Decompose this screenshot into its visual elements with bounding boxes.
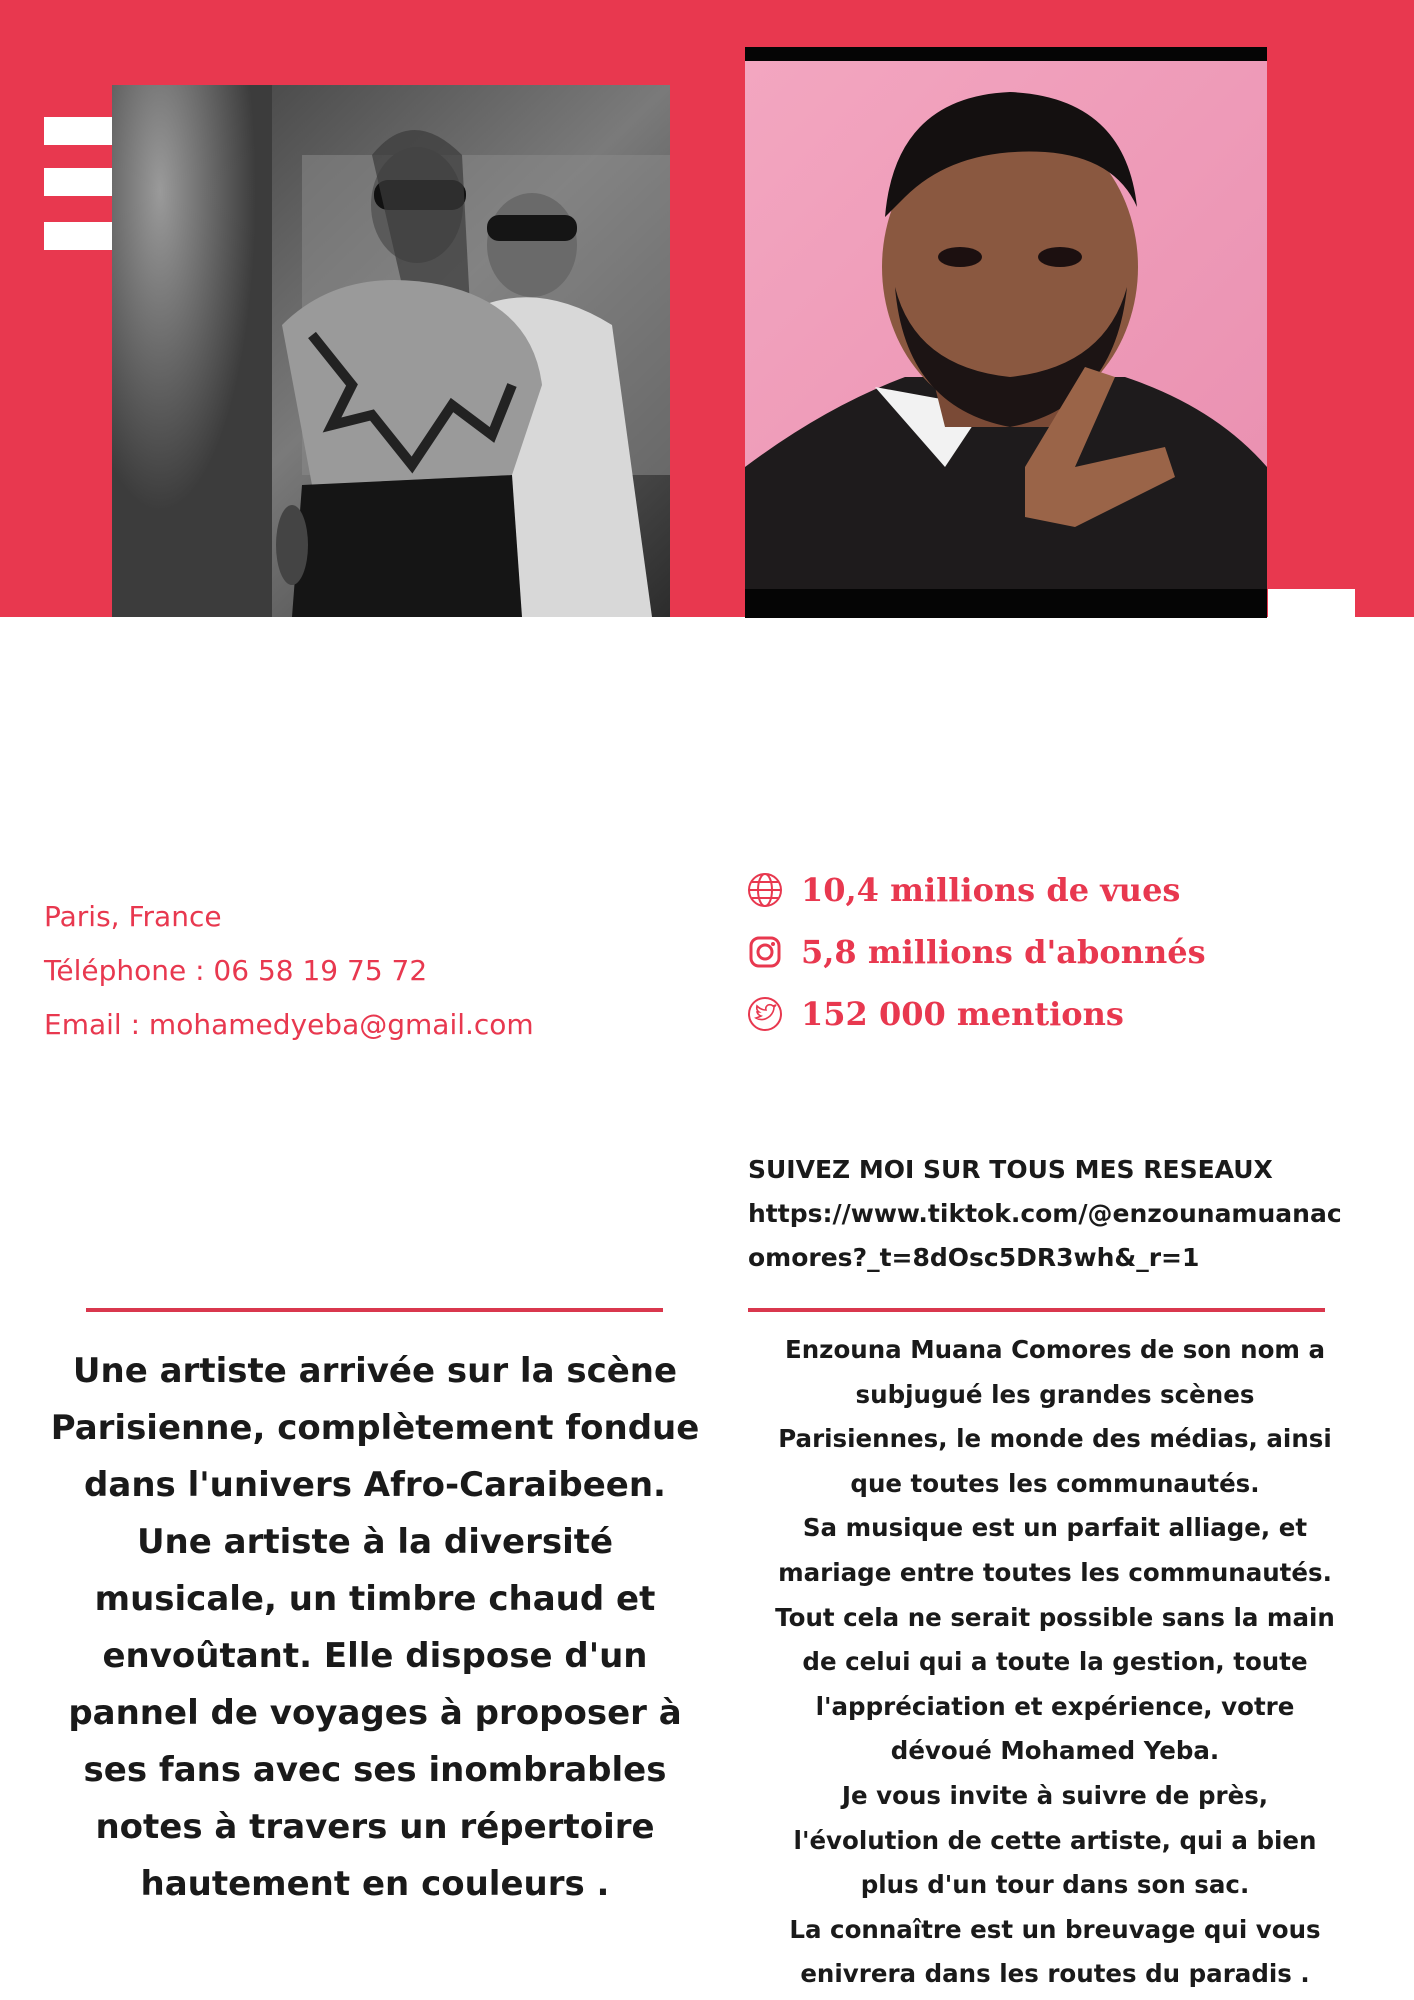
paragraph-line: Enzouna Muana Comores de son nom a [785, 1335, 1325, 1364]
phone-text[interactable]: Téléphone : 06 58 19 75 72 [44, 954, 428, 987]
paragraph-line: l'évolution de cette artiste, qui a bien [793, 1825, 1317, 1855]
paragraph-line: l'appréciation et expérience, votre [815, 1691, 1295, 1721]
paragraph-line: hautement en couleurs . [140, 1864, 610, 1904]
divider-right [748, 1308, 1325, 1312]
follow-section [748, 1148, 1348, 1280]
stat-mentions-text: 152 000 mentions [801, 995, 1124, 1033]
paragraph-line: Parisienne, complètement fondue [50, 1408, 700, 1448]
follow-heading: SUIVEZ MOI SUR TOUS MES RESEAUX [748, 1155, 1273, 1184]
paragraph-line: de celui qui a toute la gestion, toute [802, 1647, 1308, 1677]
paragraph-line: notes à travers un répertoire [95, 1807, 655, 1847]
tiktok-link[interactable]: https://www.tiktok.com/@enzounamuanacomores?_t=8dOsc5DR3wh&_r=1 [748, 1199, 1342, 1272]
manager-description [735, 1328, 1375, 1997]
stat-row-mentions [745, 994, 1124, 1034]
paragraph-line: La connaître est un breuvage qui vous [789, 1914, 1321, 1944]
artist-description [50, 1343, 700, 1913]
email-text[interactable]: Email : mohamedyeba@gmail.com [44, 1008, 534, 1041]
portrait-photo [745, 47, 1267, 618]
divider-left [86, 1308, 663, 1312]
paragraph-line: subjugué les grandes scènes [855, 1379, 1255, 1409]
paragraph-line: Parisiennes, le monde des médias, ainsi [778, 1424, 1332, 1454]
globe-icon [745, 870, 785, 910]
paragraph-line: Une artiste à la diversité [136, 1522, 614, 1562]
paragraph-line: enivrera dans les routes du paradis . [800, 1959, 1310, 1989]
paragraph-line: Sa musique est un parfait alliage, et [802, 1513, 1308, 1543]
paragraph-line: musicale, un timbre chaud et [94, 1579, 656, 1619]
paragraph-line: pannel de voyages à proposer à [68, 1693, 682, 1733]
portrait-photo-image [745, 47, 1267, 618]
twitter-icon [745, 994, 785, 1034]
stat-followers-text: 5,8 millions d'abonnés [801, 933, 1206, 971]
stage-photo-image [112, 85, 670, 617]
paragraph-line: plus d'un tour dans son sac. [860, 1870, 1250, 1900]
paragraph-line: dévoué Mohamed Yeba. [890, 1736, 1220, 1766]
paragraph-line: Tout cela ne serait possible sans la main [775, 1602, 1335, 1632]
banner-notch [1268, 589, 1355, 617]
instagram-icon [745, 932, 785, 972]
location-text: Paris, France [44, 900, 222, 933]
stage-photo [112, 85, 670, 617]
paragraph-line: envoûtant. Elle dispose d'un [102, 1636, 648, 1676]
paragraph-line: ses fans avec ses inombrables [83, 1750, 667, 1790]
paragraph-line: mariage entre toutes les communautés. [778, 1557, 1332, 1587]
stat-views-text: 10,4 millions de vues [801, 871, 1181, 909]
paragraph-line: que toutes les communautés. [850, 1468, 1260, 1498]
paragraph-line: Une artiste arrivée sur la scène [72, 1351, 678, 1391]
stat-row-followers [745, 932, 1206, 972]
paragraph-line: Je vous invite à suivre de près, [841, 1780, 1269, 1810]
paragraph-line: dans l'univers Afro-Caraibeen. [84, 1465, 666, 1505]
stat-row-views [745, 870, 1180, 910]
